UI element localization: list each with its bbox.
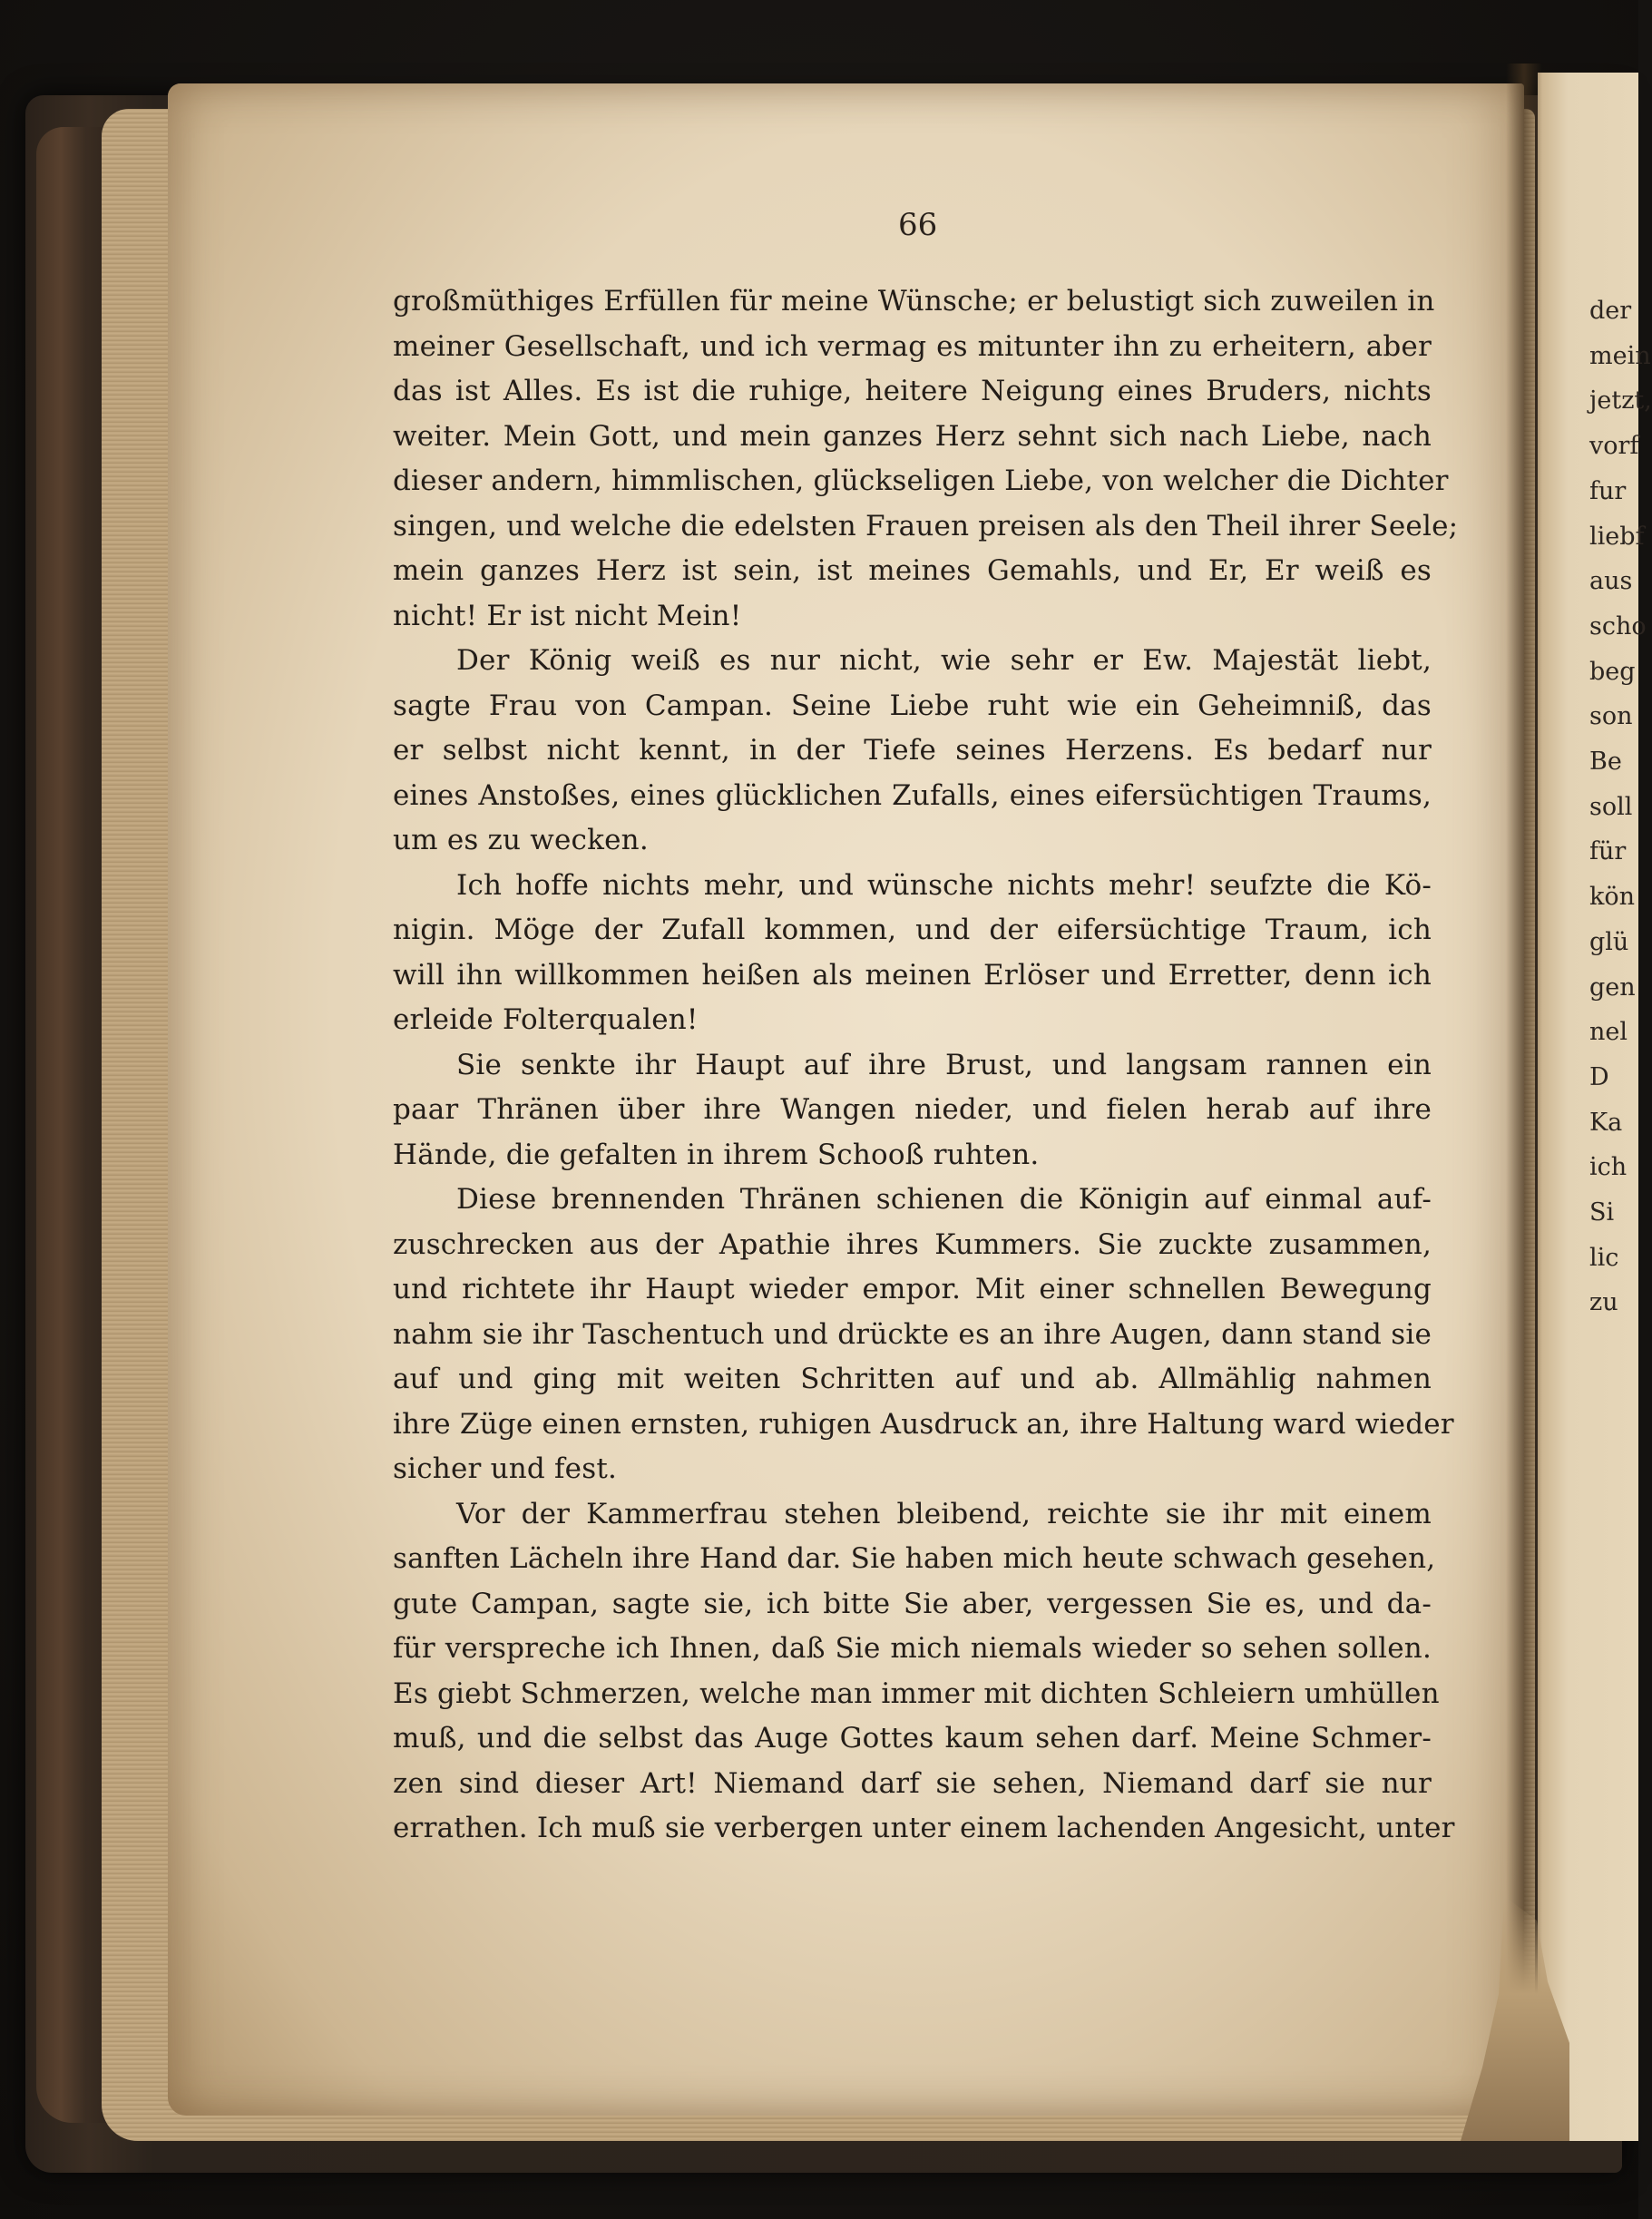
text-line: großmüthiges Erfüllen für meine Wünsche; er belustigt sich zuweilen in	[393, 285, 1435, 318]
text-line: sagte Frau von Campan. Seine Liebe ruht wie ein Geheimniß, das	[393, 689, 1432, 722]
page-number: 66	[898, 207, 938, 243]
facing-page-word: ich	[1589, 1153, 1628, 1182]
body-text	[393, 279, 1459, 1852]
text-line: um es zu wecken.	[393, 824, 649, 856]
facing-page-word: beg	[1589, 657, 1636, 686]
text-line: er selbst nicht kennt, in der Tiefe seines Herzens. Es bedarf nur	[393, 734, 1432, 767]
book-gutter	[1506, 64, 1542, 2141]
text-line: auf und ging mit weiten Schritten auf und ab. Allmählig nahmen	[393, 1363, 1432, 1395]
facing-page-word: für	[1589, 837, 1627, 866]
facing-page-word: lic	[1589, 1243, 1619, 1272]
text-line: paar Thränen über ihre Wangen nieder, und fielen herab auf ihre	[393, 1093, 1432, 1126]
facing-page-word: der	[1589, 297, 1632, 325]
facing-page-word: gen	[1589, 973, 1636, 1002]
facing-page-word: nel	[1589, 1018, 1628, 1047]
text-line: das ist Alles. Es ist die ruhige, heitere Neigung eines Bruders, nichts	[393, 375, 1432, 407]
text-line: sicher und fest.	[393, 1452, 618, 1485]
text-line: nicht! Er ist nicht Mein!	[393, 599, 742, 632]
text-line: meiner Gesellschaft, und ich vermag es mitunter ihn zu erheitern, aber	[393, 329, 1432, 363]
facing-page-word: jetzt,	[1589, 386, 1652, 415]
facing-page-word: aus	[1589, 567, 1633, 596]
facing-page-word: liebf	[1589, 522, 1645, 551]
facing-page-word: son	[1589, 702, 1633, 731]
facing-page-word: Si	[1589, 1198, 1615, 1227]
text-line: erleide Folterqualen!	[393, 1003, 699, 1036]
text-line: will ihn willkommen heißen als meinen Erlöser und Erretter, denn ich	[393, 958, 1432, 992]
facing-page-word: vorf	[1589, 432, 1639, 461]
facing-page-word: Ka	[1589, 1108, 1623, 1137]
text-line: zen sind dieser Art! Niemand darf sie sehen, Niemand darf sie nur	[393, 1766, 1432, 1800]
text-line: Sie senkte ihr Haupt auf ihre Brust, und langsam rannen ein	[456, 1048, 1432, 1081]
text-line: sanften Lächeln ihre Hand dar. Sie haben mich heute schwach gesehen,	[393, 1542, 1436, 1575]
text-line: Ich hoffe nichts mehr, und wünsche nichts mehr! seufzte die Kö-	[456, 868, 1432, 902]
text-line: mein ganzes Herz ist sein, ist meines Gemahls, und Er, Er weiß es	[393, 554, 1432, 587]
facing-page-word: fur	[1589, 476, 1627, 505]
text-line: dieser andern, himmlischen, glückseligen Liebe, von welcher die Dichter	[393, 464, 1449, 497]
text-line: gute Campan, sagte sie, ich bitte Sie aber, vergessen Sie es, und da-	[393, 1587, 1432, 1620]
text-line: für verspreche ich Ihnen, daß Sie mich niemals wieder so sehen sollen.	[393, 1632, 1432, 1665]
text-line: Der König weiß es nur nicht, wie sehr er Ew. Majestät liebt,	[456, 644, 1432, 677]
facing-page-word: mein	[1589, 341, 1651, 370]
text-line: Diese brennenden Thränen schienen die Königin auf einmal auf-	[456, 1183, 1432, 1216]
facing-page-word: D	[1589, 1062, 1609, 1091]
text-line: muß, und die selbst das Auge Gottes kaum sehen darf. Meine Schmer-	[393, 1722, 1432, 1755]
text-line: weiter. Mein Gott, und mein ganzes Herz sehnt sich nach Liebe, nach	[393, 419, 1432, 453]
facing-page-word: zu	[1589, 1288, 1618, 1317]
facing-page-text	[1589, 288, 1652, 1325]
text-line: nigin. Möge der Zufall kommen, und der eifersüchtige Traum, ich	[393, 914, 1432, 946]
text-line: Es giebt Schmerzen, welche man immer mit dichten Schleiern umhüllen	[393, 1676, 1440, 1710]
text-line: nahm sie ihr Taschentuch und drückte es an ihre Augen, dann stand sie	[393, 1317, 1432, 1351]
text-line: ihre Züge einen ernsten, ruhigen Ausdruck an, ihre Haltung ward wieder	[393, 1407, 1454, 1441]
text-line: errathen. Ich muß sie verbergen unter einem lachenden Angesicht, unter	[393, 1812, 1455, 1844]
text-line: singen, und welche die edelsten Frauen preisen als den Theil ihrer Seele;	[393, 509, 1459, 543]
facing-page-word: Be	[1589, 748, 1622, 777]
text-line: zuschrecken aus der Apathie ihres Kummers. Sie zuckte zusammen,	[393, 1227, 1432, 1261]
text-line: Vor der Kammerfrau stehen bleibend, reichte sie ihr mit einem	[456, 1497, 1432, 1530]
text-line: und richtete ihr Haupt wieder empor. Mit einer schnellen Bewegung	[393, 1273, 1432, 1305]
facing-page-word: kön	[1589, 883, 1636, 912]
facing-page-word: soll	[1589, 792, 1633, 821]
text-line: Hände, die gefalten in ihrem Schooß ruhten.	[393, 1138, 1040, 1171]
facing-page-word: glü	[1589, 927, 1629, 956]
facing-page-word: scho	[1589, 611, 1647, 640]
text-line: eines Anstoßes, eines glücklichen Zufalls, eines eifersüchtigen Traums,	[393, 778, 1432, 812]
